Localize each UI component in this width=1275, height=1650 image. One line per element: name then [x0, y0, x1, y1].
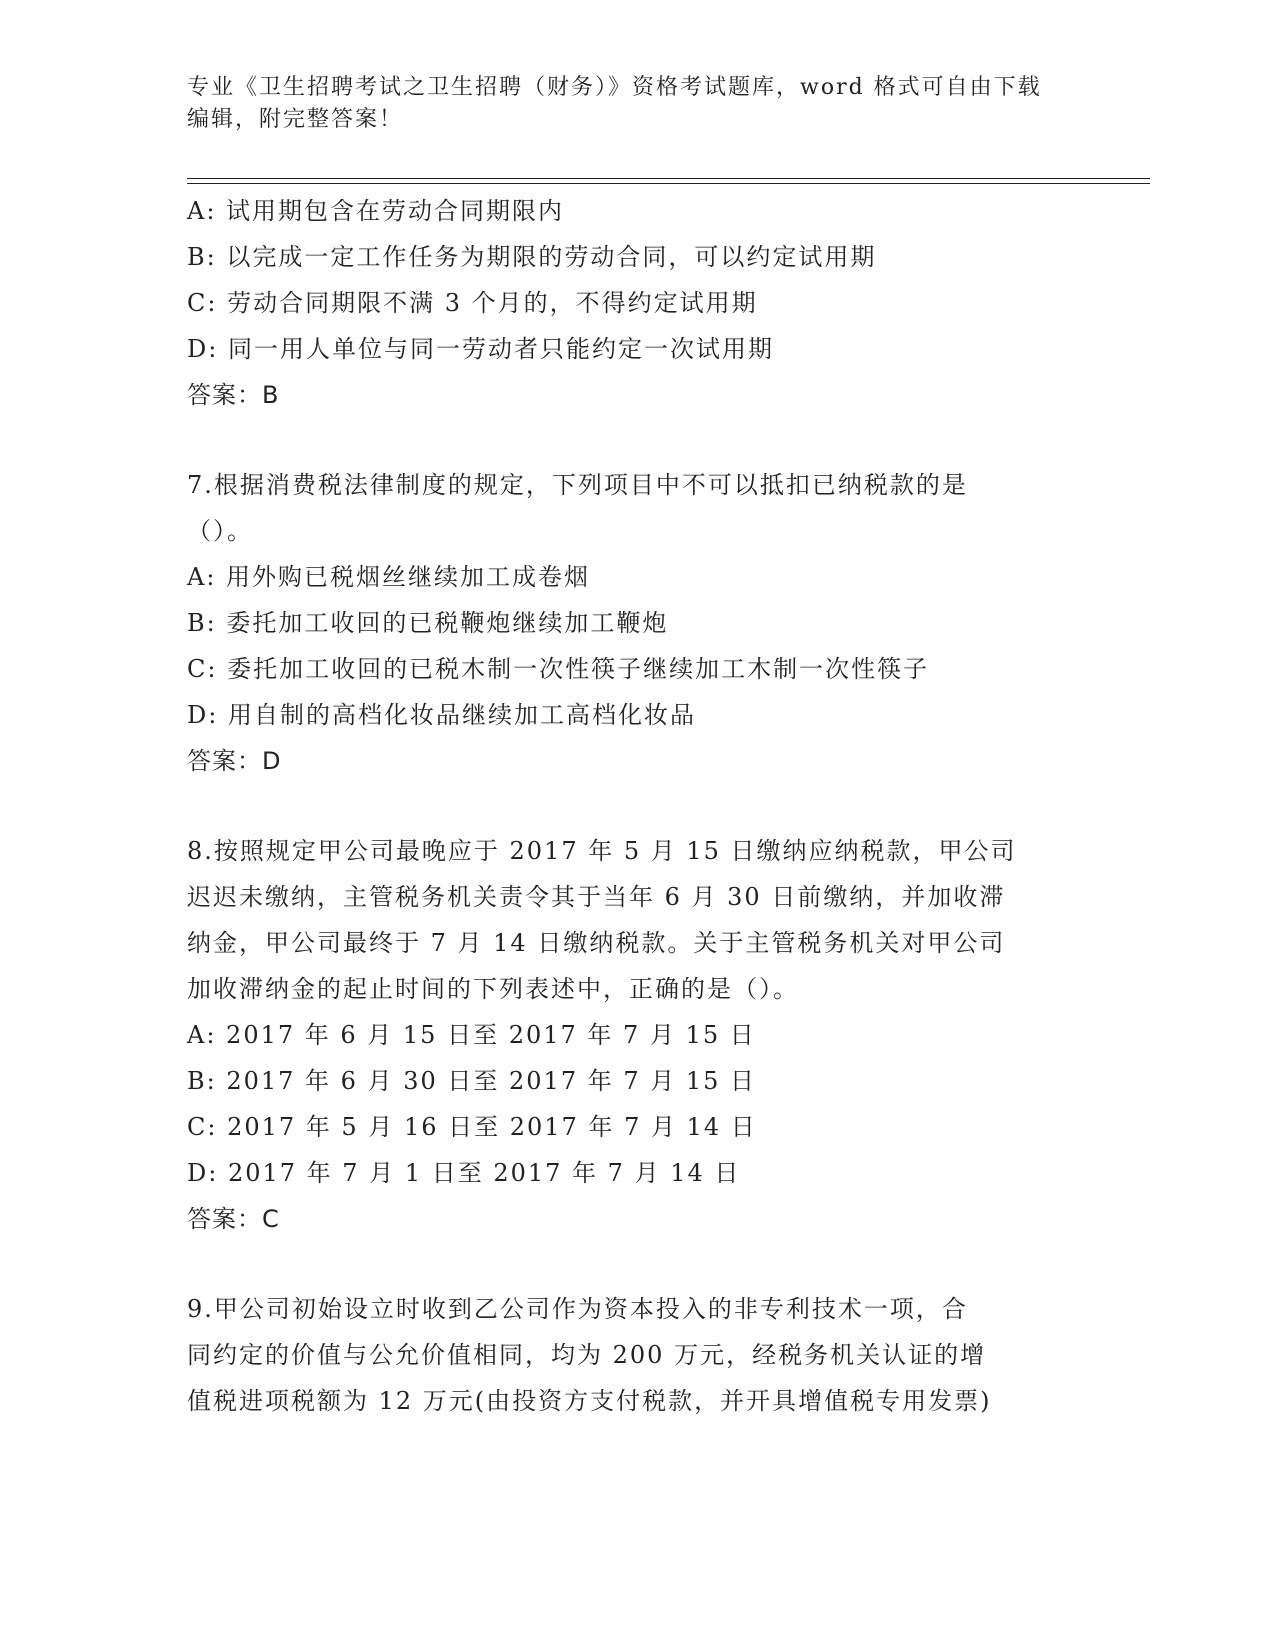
q7-answer: 答案：D — [187, 747, 282, 775]
q8-stem-line-1: 8.按照规定甲公司最晚应于 2017 年 5 月 15 日缴纳应纳税款，甲公司 — [187, 837, 1017, 865]
question-9 — [187, 1286, 1087, 1424]
question-6 — [187, 188, 1087, 418]
document-header — [187, 72, 1067, 136]
q8-option-d: D: 2017 年 7 月 1 日至 2017 年 7 月 14 日 — [187, 1159, 741, 1187]
q6-option-c: C: 劳动合同期限不满 3 个月的，不得约定试用期 — [187, 289, 758, 317]
q6-option-b: B: 以完成一定工作任务为期限的劳动合同，可以约定试用期 — [187, 243, 877, 271]
spacer — [187, 418, 1087, 462]
q8-stem-line-3: 纳金，甲公司最终于 7 月 14 日缴纳税款。关于主管税务机关对甲公司 — [187, 929, 1006, 957]
q7-option-d: D: 用自制的高档化妆品继续加工高档化妆品 — [187, 701, 696, 729]
q7-stem-line-1: 7.根据消费税法律制度的规定，下列项目中不可以抵扣已纳税款的是 — [187, 471, 968, 499]
header-divider-top — [187, 178, 1150, 179]
q6-answer: 答案：B — [187, 381, 280, 409]
header-divider-bottom — [187, 183, 1150, 184]
header-line-2: 编辑，附完整答案！ — [187, 107, 404, 132]
q8-answer: 答案：C — [187, 1205, 280, 1233]
q9-stem-line-3: 值税进项税额为 12 万元(由投资方支付税款，并开具增值税专用发票) — [187, 1387, 992, 1415]
spacer — [187, 784, 1087, 828]
q7-option-c: C: 委托加工收回的已税木制一次性筷子继续加工木制一次性筷子 — [187, 655, 930, 683]
q8-stem-line-4: 加收滞纳金的起止时间的下列表述中，正确的是（）。 — [187, 975, 799, 1003]
q8-option-c: C: 2017 年 5 月 16 日至 2017 年 7 月 14 日 — [187, 1113, 757, 1141]
q8-stem-line-2: 迟迟未缴纳，主管税务机关责令其于当年 6 月 30 日前缴纳，并加收滞 — [187, 883, 1006, 911]
q6-option-a: A: 试用期包含在劳动合同期限内 — [187, 197, 565, 225]
q9-stem-line-2: 同约定的价值与公允价值相同，均为 200 万元，经税务机关认证的增 — [187, 1341, 987, 1369]
q8-option-a: A: 2017 年 6 月 15 日至 2017 年 7 月 15 日 — [187, 1021, 756, 1049]
question-7 — [187, 462, 1087, 784]
spacer — [187, 1242, 1087, 1286]
q7-option-a: A: 用外购已税烟丝继续加工成卷烟 — [187, 563, 591, 591]
q7-option-b: B: 委托加工收回的已税鞭炮继续加工鞭炮 — [187, 609, 669, 637]
header-line-1: 专业《卫生招聘考试之卫生招聘（财务）》资格考试题库，word 格式可自由下载 — [187, 75, 1042, 100]
q7-stem-line-2: （）。 — [187, 517, 253, 545]
q8-option-b: B: 2017 年 6 月 30 日至 2017 年 7 月 15 日 — [187, 1067, 757, 1095]
question-8 — [187, 828, 1087, 1242]
q6-option-d: D: 同一用人单位与同一劳动者只能约定一次试用期 — [187, 335, 774, 363]
question-content — [187, 188, 1087, 1424]
q9-stem-line-1: 9.甲公司初始设立时收到乙公司作为资本投入的非专利技术一项，合 — [187, 1295, 968, 1323]
